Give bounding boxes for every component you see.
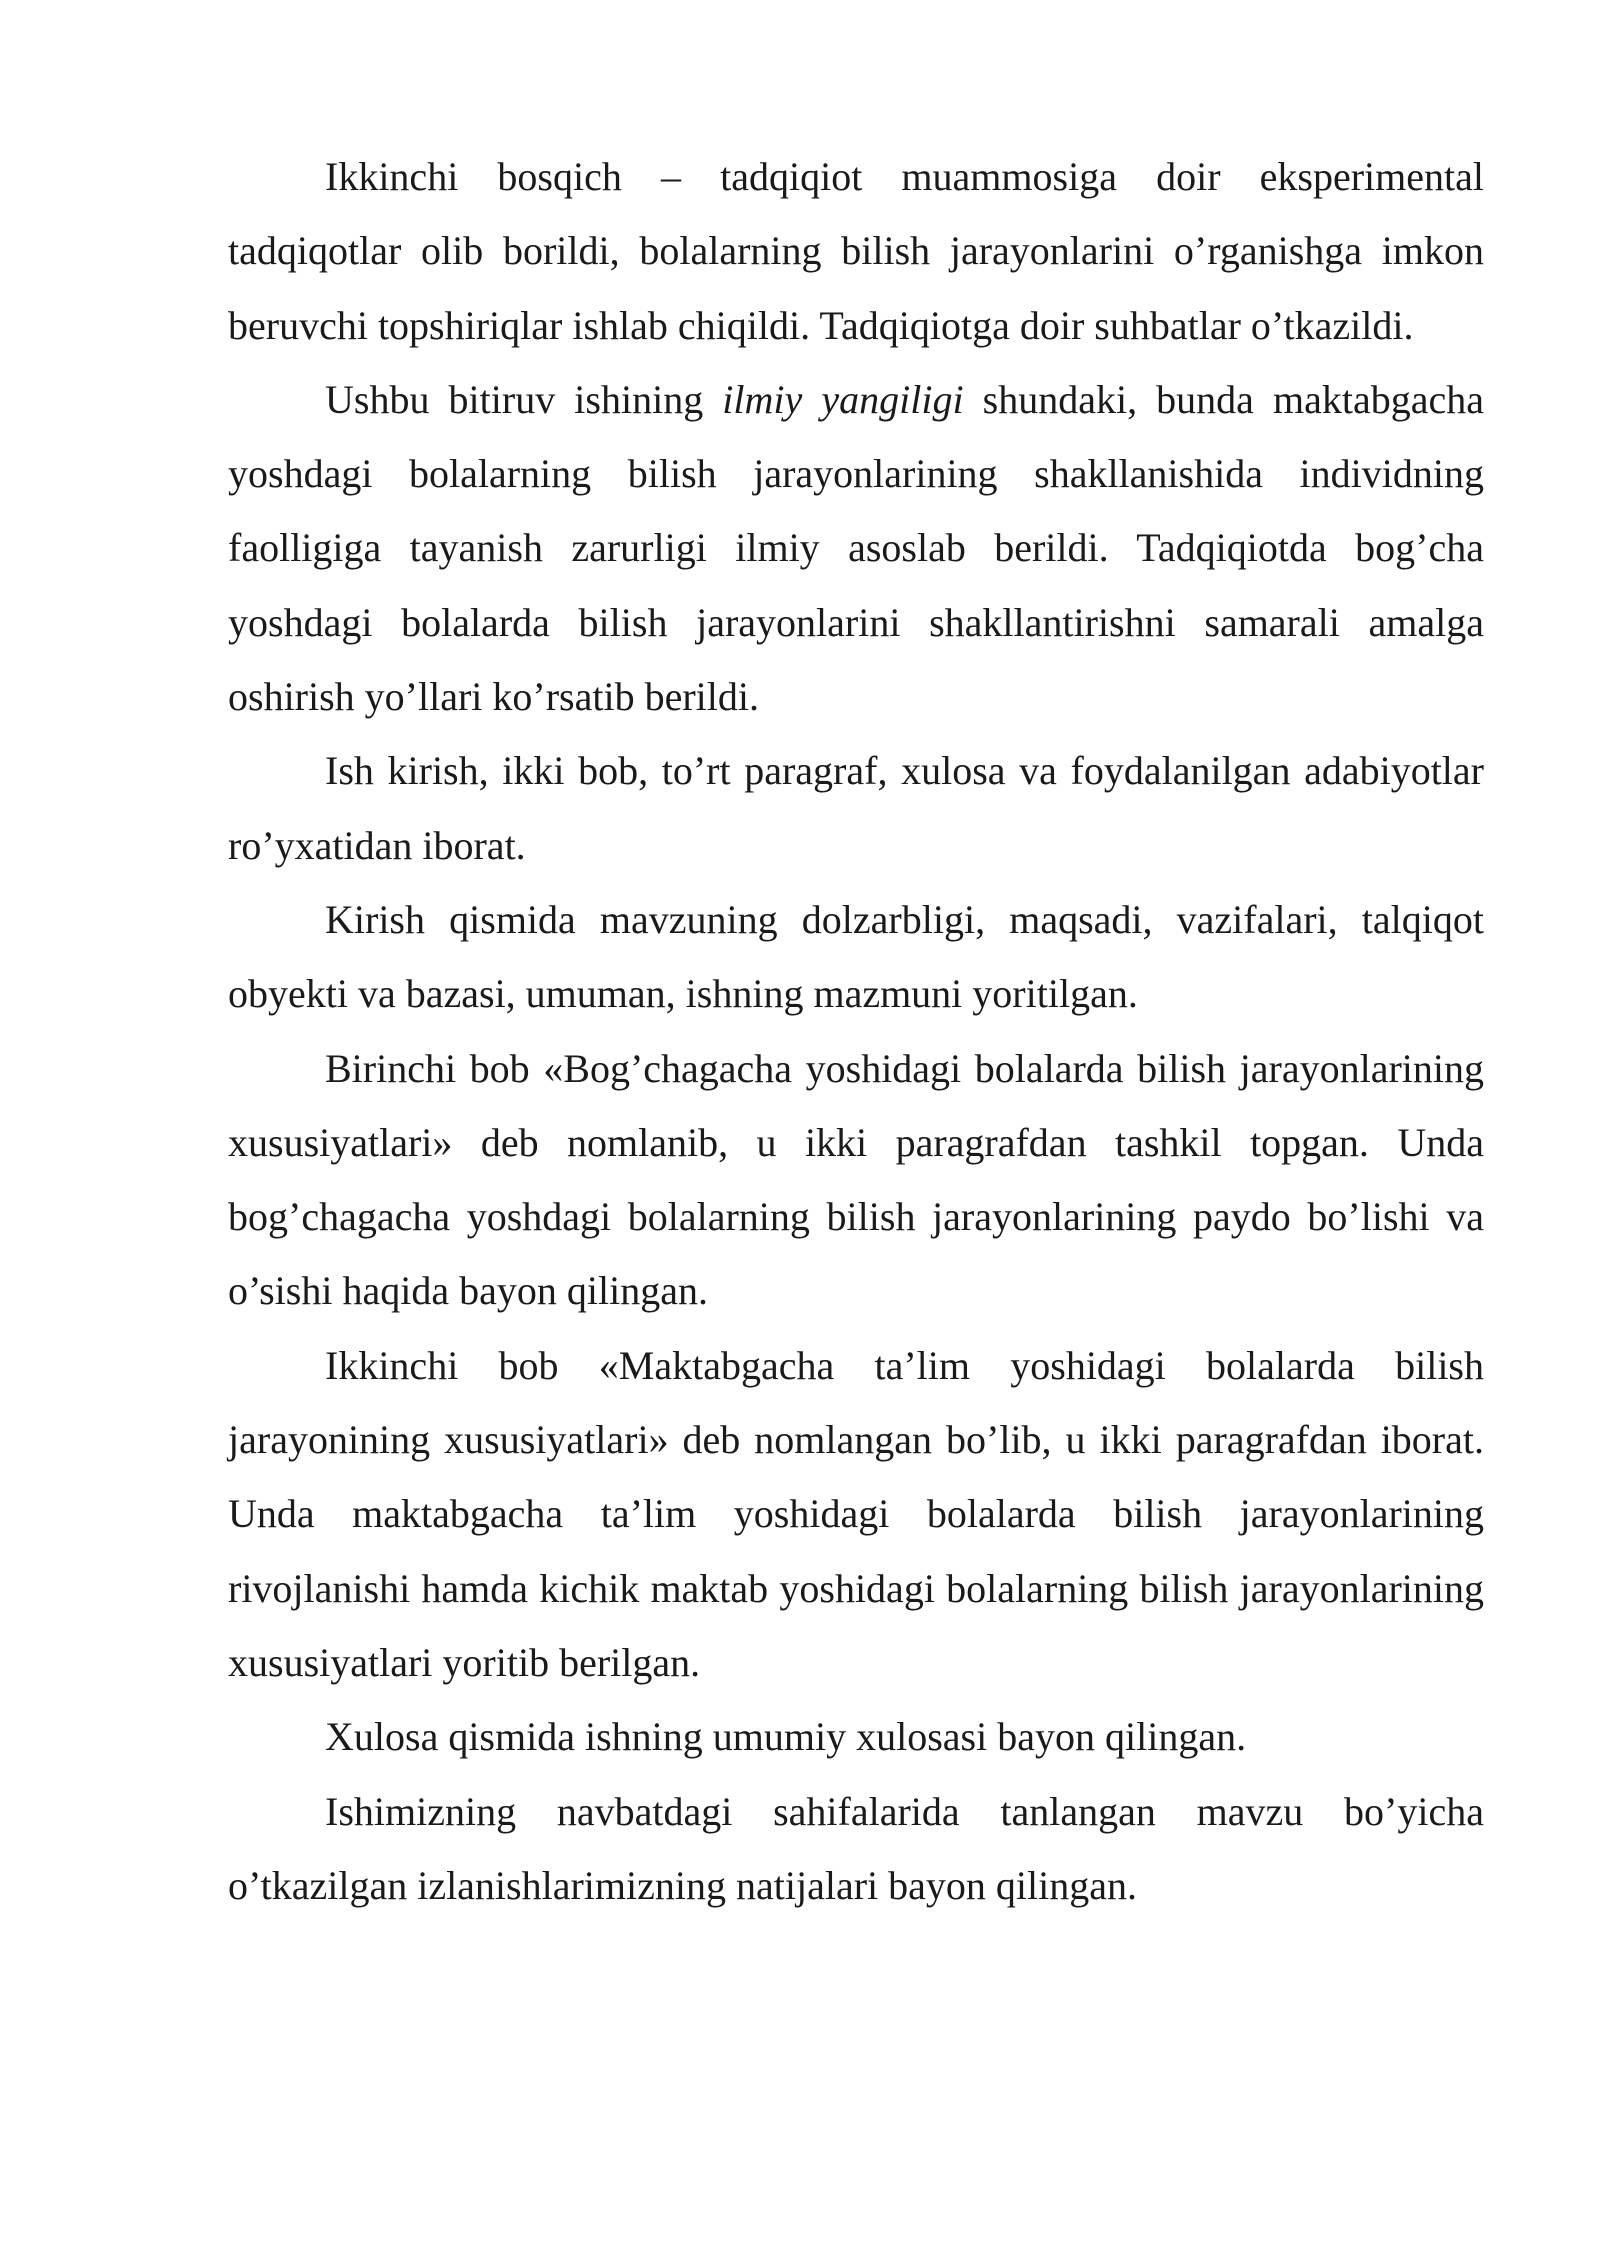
paragraph-introduction: Kirish qismida mavzuning dolzarbligi, maqsadi, vazifalari, talqiqot obyekti va bazasi, umuman, ishning mazmuni yoritilgan. <box>228 896 1484 1017</box>
paragraph-chapter-two: Ikkinchi bob «Maktabgacha ta’lim yoshidagi bolalarda bilish jarayonining xususiyatlari» deb nomlangan bo’lib, u ikki paragrafdan iborat. Unda maktabgacha ta’lim yoshidagi bolalarda bilish jarayonlarining rivojlanishi hamda kichik maktab yoshidagi bolalarning bilish jarayonlarining xususiyatlari yoritib berilgan. <box>228 1342 1484 1685</box>
paragraph-scientific-novelty <box>228 363 1484 734</box>
paragraph-structure: Ish kirish, ikki bob, to’rt paragraf, xulosa va foydalanilgan adabiyotlar ro’yxatidan iborat. <box>228 748 1484 868</box>
paragraph-chapter-one: Birinchi bob «Bog’chagacha yoshidagi bolalarda bilish jarayonlarining xususiyatlari» deb nomlanib, u ikki paragrafdan tashkil topgan. Unda bog’chagacha yoshdagi bolalarning bilish jarayonlarining paydo bo’lishi va o’sishi haqida bayon qilingan. <box>228 1045 1484 1314</box>
paragraph-conclusion: Xulosa qismida ishning umumiy xulosasi bayon qilingan. <box>325 1714 1247 1760</box>
novelty-text-before: Ushbu bitiruv ishining <box>325 376 723 422</box>
novelty-text-after: shundaki, bunda maktabgacha yoshdagi bolalarning bilish jarayonlarining shakllanishida individning faolligiga tayanish zarurligi ilmiy asoslab berildi. Tadqiqiotda bog’cha yoshdagi bolalarda bilish jarayonlarini shakllantirishni samarali amalga oshirish yo’llari ko’rsatib berildi. <box>228 376 1485 720</box>
body-text <box>228 140 1484 1923</box>
novelty-emphasis: ilmiy yangiligi <box>722 376 964 422</box>
paragraph-second-stage: Ikkinchi bosqich – tadqiqiot muammosiga doir eksperimental tadqiqotlar olib borildi, bolalarning bilish jarayonlarini o’rganishga imkon beruvchi topshiriqlar ishlab chiqildi. Tadqiqiotga doir suhbatlar o’tkazildi. <box>228 154 1484 348</box>
paragraph-results: Ishimizning navbatdagi sahifalarida tanlangan mavzu bo’yicha o’tkazilgan izlanishlarimizning natijalari bayon qilingan. <box>228 1788 1484 1908</box>
